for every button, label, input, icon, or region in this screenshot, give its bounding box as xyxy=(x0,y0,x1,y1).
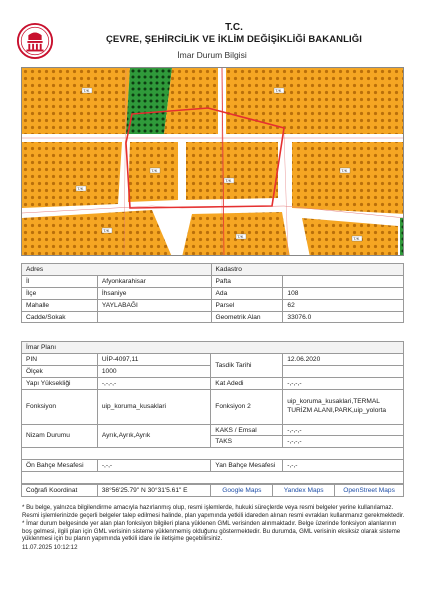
on-bahce-label: Ön Bahçe Mesafesi xyxy=(22,460,98,472)
map-label: T/K xyxy=(237,234,244,239)
generated-timestamp: 11.07.2025 10:12:12 xyxy=(22,543,78,551)
koordinat-label: Coğrafi Koordinat xyxy=(22,485,98,497)
parsel-label: Parsel xyxy=(211,299,283,311)
ilce-label: İlçe xyxy=(22,287,98,299)
il-label: İl xyxy=(22,275,98,287)
pin-label: PIN xyxy=(22,353,98,365)
zone-block-sw xyxy=(22,210,172,256)
alan-value: 33076.0 xyxy=(283,311,404,323)
pin-value: UİP-4097,11 xyxy=(97,353,210,365)
openstreet-maps-link[interactable]: OpenStreet Maps xyxy=(335,485,404,497)
fonksiyon2-label: Fonksiyon 2 xyxy=(211,389,283,424)
kaks-value: -,-,-,- xyxy=(283,424,404,436)
pafta-label: Pafta xyxy=(211,275,283,287)
yan-bahce-value: -,-,- xyxy=(283,460,404,472)
adres-header: Adres xyxy=(22,264,212,276)
cadde-value xyxy=(97,311,211,323)
document-header xyxy=(0,0,424,68)
kat-value: -,-,-,- xyxy=(283,377,404,389)
ilce-value: İhsaniye xyxy=(97,287,211,299)
map-label: T/K xyxy=(353,236,360,241)
zoning-plan-table xyxy=(21,341,404,484)
yapi-label: Yapı Yüksekliği xyxy=(22,377,98,389)
ada-label: Ada xyxy=(211,287,283,299)
fonksiyon-value: uip_koruma_kusaklari xyxy=(97,389,210,424)
map-label: T/K xyxy=(275,88,282,93)
parsel-value: 62 xyxy=(283,299,404,311)
fonksiyon2-value: uip_koruma_kusaklari,TERMAL TURİZM ALANI,PARK,uip_yolorta xyxy=(283,389,404,424)
gml-note: * İmar durum belgesinde yer alan plan fonksiyon bilgileri plana yüklenen GML verisinden alınmaktadır. Belge üzerinde fonksiyon alanlarının boş gelmesi, ilgili plan için GML verisinin sisteme yüklenmemiş olduğunu göstermektedir. Bu durumda, GML verisinin eksiksiz olarak sisteme yüklenmesi için bu planın yapımında yetkili idare ile iletişime geçebilirsiniz. xyxy=(22,520,401,543)
zone-block-n xyxy=(164,68,218,134)
taks-label: TAKS xyxy=(211,436,283,448)
mahalle-value: YAYLABAĞI xyxy=(97,299,211,311)
tasdik-label: Tasdik Tarihi xyxy=(211,353,283,377)
coordinate-table xyxy=(21,484,404,497)
google-maps-link[interactable]: Google Maps xyxy=(211,485,273,497)
taks-value: -,-,-,- xyxy=(283,436,404,448)
ministry-name: ÇEVRE, ŞEHİRCİLİK VE İKLİM DEĞİŞİKLİĞİ BAKANLIĞI xyxy=(105,34,363,45)
header-tc: T.C. xyxy=(225,22,243,33)
document-title: İmar Durum Bilgisi xyxy=(177,50,247,60)
map-label: T/K xyxy=(151,168,158,173)
disclaimer-notes xyxy=(22,504,406,553)
zone-block-park xyxy=(126,68,172,134)
nizam-value: Ayrık,Ayrık,Ayrık xyxy=(97,424,210,448)
zoning-map[interactable] xyxy=(21,67,404,256)
zone-block-ne xyxy=(226,68,404,134)
map-label: T/K xyxy=(77,186,84,191)
map-label: T/K xyxy=(341,168,348,173)
cadde-label: Cadde/Sokak xyxy=(22,311,98,323)
address-table xyxy=(21,263,404,323)
kat-label: Kat Adedi xyxy=(211,377,283,389)
on-bahce-value: -,-,- xyxy=(97,460,210,472)
kadastro-header: Kadastro xyxy=(211,264,403,276)
yandex-maps-link[interactable]: Yandex Maps xyxy=(273,485,335,497)
map-label: T/K xyxy=(83,88,90,93)
zone-block-park-se xyxy=(400,218,404,256)
tasdik-empty xyxy=(283,365,404,377)
disclaimer-note: * Bu belge, yalnızca bilgilendirme amacıyla hazırlanmış olup, resmi işlemlerde, hukuki süreçlerde veya resmi belgeler yerine kullanılamaz. Resmi işlemlerinizde geçerli belgeler talep edilmesi halinde, plan yapımında yetkili idareden alınan resmi evrakları kullanmanız gerekmektedir. xyxy=(22,504,405,519)
map-canvas xyxy=(22,68,404,256)
olcek-value: 1000 xyxy=(97,365,210,377)
koordinat-value: 38°56'25.79" N 30°31'5.61" E xyxy=(97,485,211,497)
yapi-value: -,-,-,- xyxy=(97,377,210,389)
olcek-label: Ölçek xyxy=(22,365,98,377)
map-label: T/K xyxy=(103,228,110,233)
zone-block-nw xyxy=(22,68,130,134)
mahalle-label: Mahalle xyxy=(22,299,98,311)
kaks-label: KAKS / Emsal xyxy=(211,424,283,436)
nizam-label: Nizam Durumu xyxy=(22,424,98,448)
map-label: T/K xyxy=(225,178,232,183)
fonksiyon-label: Fonksiyon xyxy=(22,389,98,424)
zone-block-c2 xyxy=(186,142,278,200)
pafta-value xyxy=(283,275,404,287)
yan-bahce-label: Yan Bahçe Mesafesi xyxy=(211,460,283,472)
tasdik-value: 12.06.2020 xyxy=(283,353,404,365)
zone-block-e xyxy=(292,142,404,214)
imar-plani-header: İmar Planı xyxy=(22,342,404,354)
alan-label: Geometrik Alan xyxy=(211,311,283,323)
ada-value: 108 xyxy=(283,287,404,299)
zone-block-w xyxy=(22,142,122,208)
il-value: Afyonkarahisar xyxy=(97,275,211,287)
